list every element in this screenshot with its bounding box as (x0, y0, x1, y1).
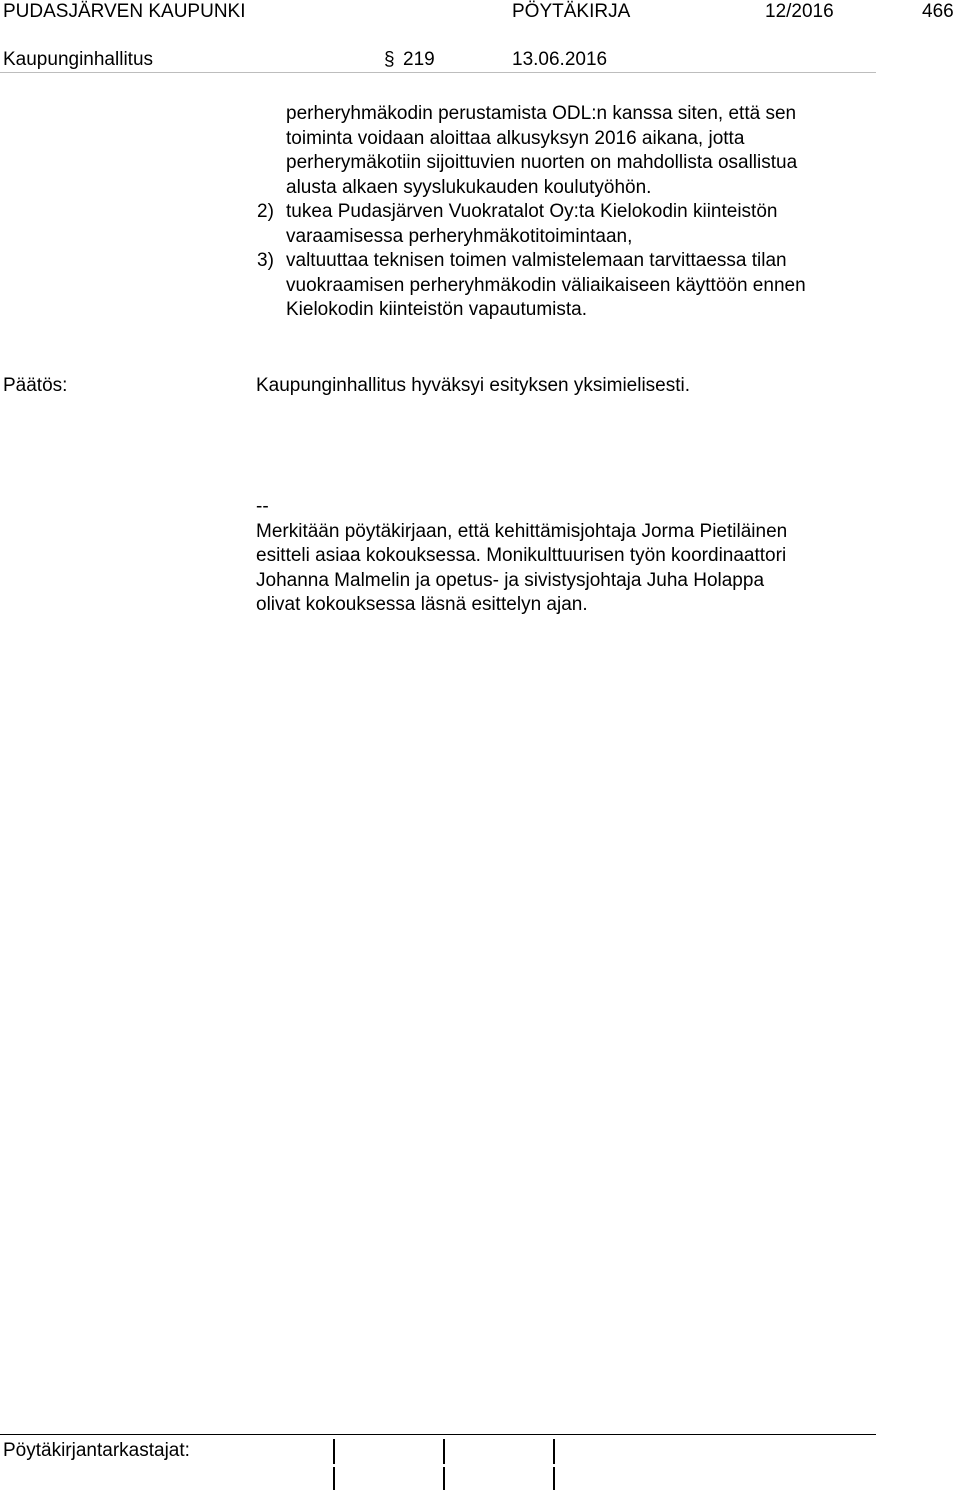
signature-box-divider (553, 1439, 555, 1464)
header-org: PUDASJÄRVEN KAUPUNKI (3, 1, 246, 22)
decision-label: Päätös: (3, 375, 68, 396)
intro-line: toiminta voidaan aloittaa alkusyksyn 2016 aikana, jotta (286, 127, 745, 149)
note-line: olivat kokouksessa läsnä esittelyn ajan. (256, 594, 588, 615)
header-date: 13.06.2016 (512, 49, 608, 70)
footer-divider (0, 1434, 876, 1435)
list-item-line: tukea Pudasjärven Vuokratalot Oy:ta Kielokodin kiinteistön (286, 201, 778, 222)
list-item-line: varaamisessa perheryhmäkotitoimintaan, (286, 225, 633, 247)
signature-box-divider (333, 1439, 335, 1464)
decision-text: Kaupunginhallitus hyväksyi esityksen yksimielisesti. (256, 375, 691, 396)
header-issue: 12/2016 (765, 1, 834, 22)
intro-line: alusta alkaen syyslukukauden koulutyöhön. (286, 176, 652, 198)
section-mark: § (384, 49, 395, 70)
header-page-number: 466 (922, 1, 954, 22)
note-line: Merkitään pöytäkirjaan, että kehittämisjohtaja Jorma Pietiläinen (256, 520, 788, 542)
note-line: esitteli asiaa kokouksessa. Monikulttuurisen työn koordinaattori (256, 545, 787, 566)
note-line: Johanna Malmelin ja opetus- ja sivistysjohtaja Juha Holappa (256, 569, 765, 591)
list-item-number: 2) (257, 201, 274, 222)
list-item-line: vuokraamisen perheryhmäkodin väliaikaiseen käyttöön ennen (286, 274, 806, 296)
header-doc-type: PÖYTÄKIRJA (512, 1, 631, 22)
note-separator: -- (256, 496, 269, 517)
list-item-line: Kielokodin kiinteistön vapautumista. (286, 299, 588, 320)
intro-line: perheryhmäkodin perustamista ODL:n kanssa siten, että sen (286, 103, 797, 124)
signature-box-divider (443, 1467, 445, 1490)
intro-line: perherymäkotiin sijoittuvien nuorten on mahdollista osallistua (286, 152, 798, 173)
signature-box-divider (333, 1467, 335, 1490)
footer-label: Pöytäkirjantarkastajat: (3, 1440, 190, 1461)
list-item-number: 3) (257, 250, 274, 271)
signature-box-divider (443, 1439, 445, 1464)
signature-box-divider (553, 1467, 555, 1490)
header-divider (0, 72, 876, 73)
note-paragraph (256, 495, 787, 618)
list-item-line: valtuuttaa teknisen toimen valmistelemaan tarvittaessa tilan (286, 250, 787, 271)
section-number: 219 (403, 49, 435, 70)
intro-paragraph (286, 102, 797, 200)
header-body: Kaupunginhallitus (3, 49, 154, 70)
